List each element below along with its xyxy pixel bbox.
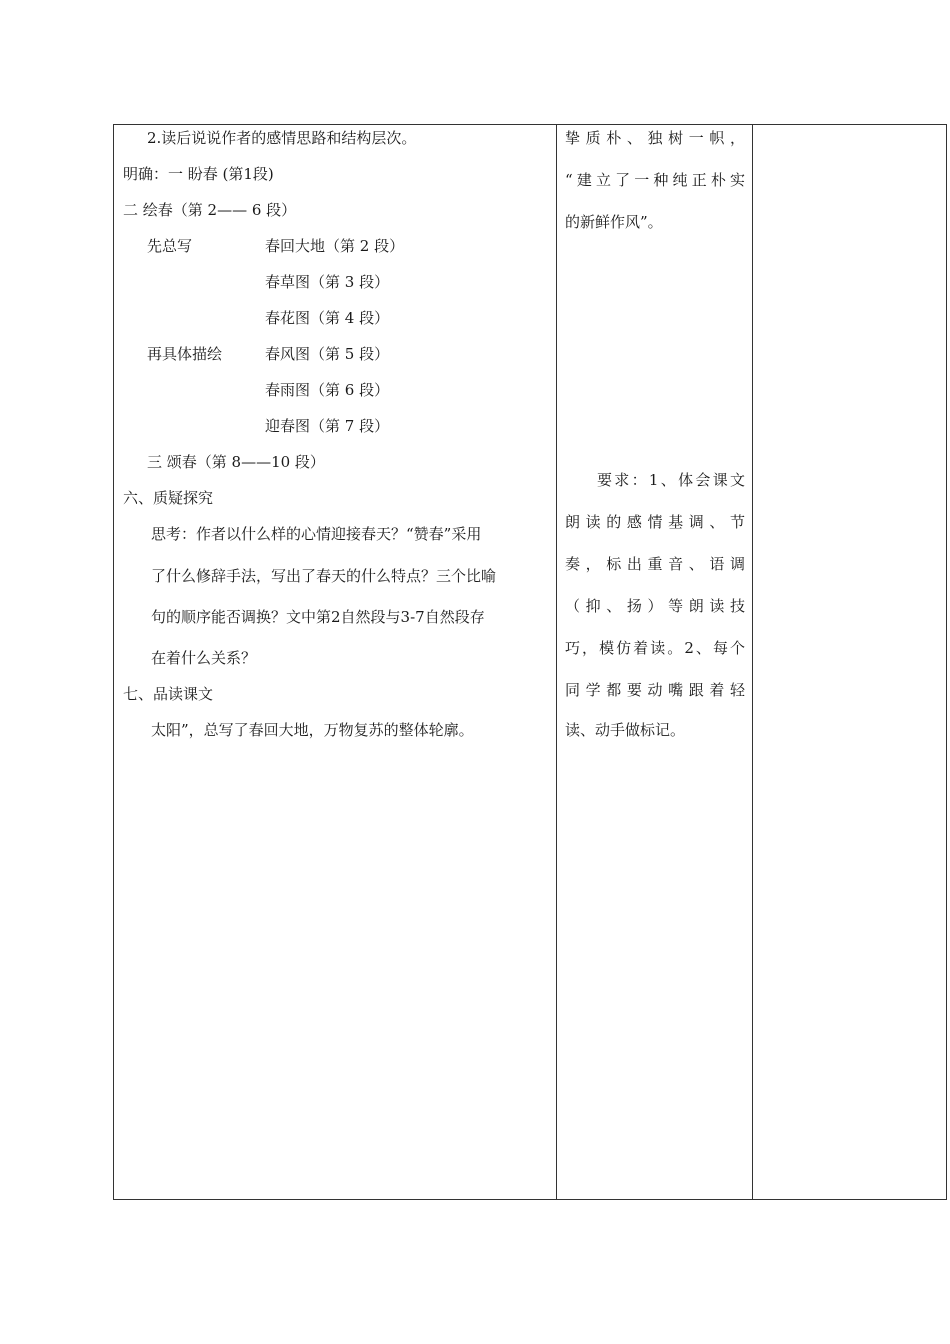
requirement-line: 朗读的感情基调、节 <box>565 513 745 531</box>
think-line: 思考：作者以什么样的心情迎接春天？“赞春”采用 <box>151 525 482 543</box>
heading-seven: 七、品读课文 <box>123 685 214 703</box>
group-detail-label: 再具体描绘 <box>147 345 223 363</box>
think-line: 在着什么关系？ <box>151 649 257 667</box>
heading-six: 六、质疑探究 <box>123 489 214 507</box>
think-line: 了什么修辞手法，写出了春天的什么特点？三个比喻 <box>151 567 497 585</box>
outline-item: 春风图（第 5 段） <box>265 345 390 363</box>
requirement-line: （抑、扬）等朗读技 <box>565 597 745 615</box>
requirement-line: 奏，标出重音、语调 <box>565 555 745 573</box>
requirement-line: 读、动手做标记。 <box>565 721 686 739</box>
group-overview-label: 先总写 <box>147 237 193 255</box>
notes-column <box>565 124 745 824</box>
reading-note: 太阳”，总写了春回大地，万物复苏的整体轮廓。 <box>151 721 474 739</box>
section-2-heading: 二 绘春（第 2—— 6 段） <box>123 201 297 219</box>
outline-item: 春花图（第 4 段） <box>265 309 390 327</box>
section-3-heading: 三 颂春（第 8——10 段） <box>147 453 325 471</box>
requirement-line: 巧，模仿着读。2、每个 <box>565 639 745 657</box>
think-line: 句的顺序能否调换？文中第2自然段与3-7自然段存 <box>151 608 485 626</box>
outline-item: 春回大地（第 2 段） <box>265 237 405 255</box>
column-divider-2 <box>752 125 753 1199</box>
outline-item: 春雨图（第 6 段） <box>265 381 390 399</box>
question-2: 2.读后说说作者的感情思路和结构层次。 <box>147 129 417 147</box>
clarify-section-1: 明确：一 盼春 (第1段) <box>123 165 274 183</box>
requirement-line: 同学都要动嘴跟着轻 <box>565 681 745 699</box>
outline-item: 春草图（第 3 段） <box>265 273 390 291</box>
note-line: “建立了一种纯正朴实 <box>565 171 745 189</box>
column-divider-1 <box>556 125 557 1199</box>
note-line: 挚质朴、独树一帜， <box>565 129 745 147</box>
outline-item: 迎春图（第 7 段） <box>265 417 390 435</box>
note-line: 的新鲜作风”。 <box>565 213 663 231</box>
requirement-line: 要求：1、体会课文 <box>597 471 745 489</box>
